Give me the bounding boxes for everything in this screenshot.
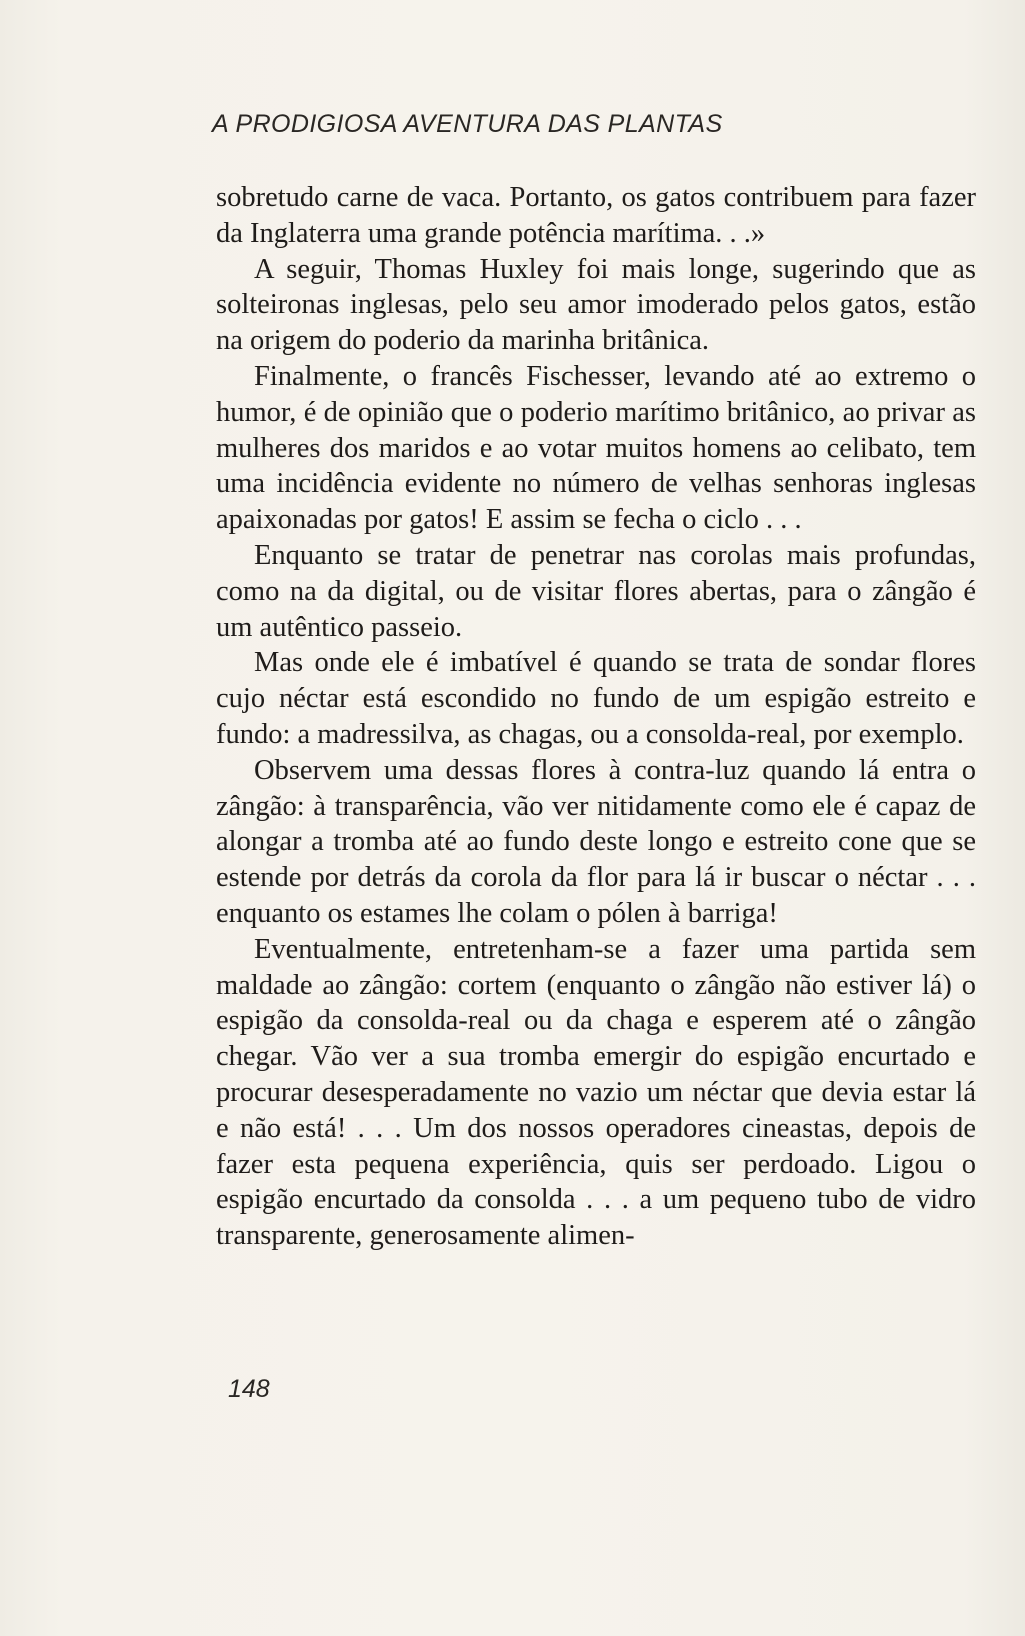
paragraph-imbativel: Mas onde ele é imbatível é quando se trata de sondar flores cujo néctar está escondido no fundo de um espigão estreito e fundo: a madressilva, as chagas, ou a consolda-real, por exemplo.: [216, 647, 976, 750]
paragraph-continuation: sobretudo carne de vaca. Portanto, os gatos contribuem para fazer da Inglaterra uma grande potência marítima. . .»: [216, 182, 976, 249]
running-head: A PRODIGIOSA AVENTURA DAS PLANTAS: [212, 110, 723, 138]
paragraph-eventualmente: Eventualmente, entretenham-se a fazer uma partida sem maldade ao zângão: cortem (enquanto o zângão não estiver lá) o espigão da consolda-real ou da chaga e esperem até o zângão chegar. Vão ver a sua tromba emergir do espigão encurtado e procurar desesperadamente no vazio um néctar que devia estar lá e não está! . . . Um dos nossos operadores cineastas, depois de fazer esta pequena experiência, quis ser perdoado. Ligou o espigão encurtado da consolda . . . a um pequeno tubo de vidro transparente, generosamente alimen-: [216, 933, 976, 1252]
paragraph-corolas: Enquanto se tratar de penetrar nas corolas mais profundas, como na da digital, ou de visitar flores abertas, para o zângão é um autêntico passeio.: [216, 539, 976, 643]
paragraph-fischesser: Finalmente, o francês Fischesser, levando até ao extremo o humor, é de opinião que o poderio marítimo britânico, ao privar as mulheres dos maridos e ao votar muitos homens ao celibato, tem uma incidência evidente no número de velhas senhoras inglesas apaixonadas por gatos! E assim se fecha o ciclo . . .: [216, 360, 976, 536]
paragraph-huxley: A seguir, Thomas Huxley foi mais longe, sugerindo que as solteironas inglesas, pelo seu amor imoderado pelos gatos, estão na origem do poderio da marinha britânica.: [216, 253, 976, 357]
paragraph-observem: Observem uma dessas flores à contra-luz quando lá entra o zângão: à transparência, vão ver nitidamente como ele é capaz de alongar a tromba até ao fundo deste longo e estreito cone que se estende por detrás da corola da flor para lá ir buscar o néctar . . . enquanto os estames lhe colam o pólen à barriga!: [216, 754, 976, 929]
body-text: [216, 180, 976, 1254]
page-number: 148: [228, 1375, 270, 1403]
